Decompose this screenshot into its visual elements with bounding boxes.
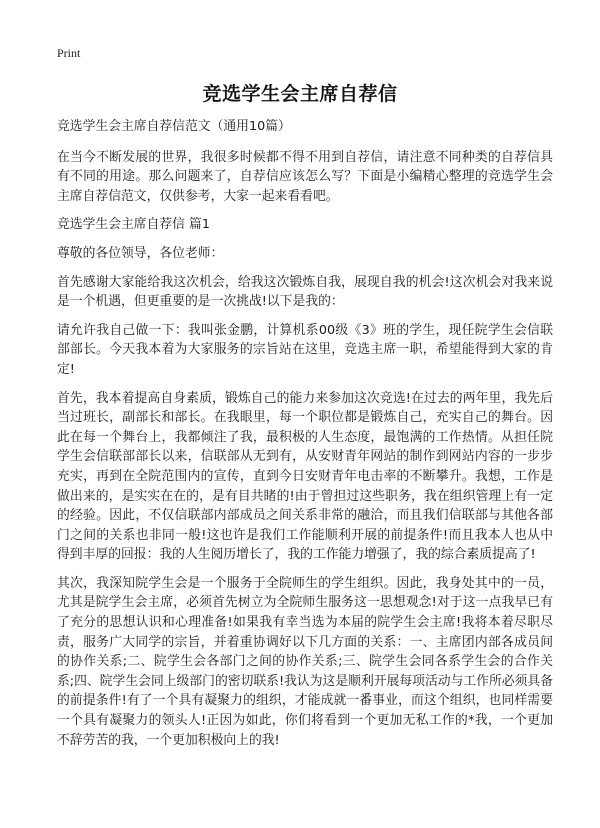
section-heading: 竞选学生会主席自荐信 篇1 bbox=[57, 217, 210, 233]
body-paragraph-1: 首先感谢大家能给我这次机会，给我这次锻炼自我，展现自我的机会!这次机会对我来说是一个机遇，但更重要的是一次挑战!以下是我的： bbox=[57, 274, 553, 310]
intro-paragraph: 在当今不断发展的世界，我很多时候都不得不用到自荐信，请注意不同种类的自荐信具有不同的用途。那么问题来了，自荐信应该怎么写？下面是小编精心整理的竞选学生会主席自荐信范文，仅供参考，大家一起来看看吧。 bbox=[57, 149, 553, 204]
print-link[interactable]: Print bbox=[57, 46, 81, 60]
page-title: 竞选学生会主席自荐信 bbox=[202, 83, 398, 105]
body-paragraph-2: 请允许我自己做一下：我叫张金鹏，计算机系00级《3》班的学生，现任院学生会信联部部长。今天我本着为大家服务的宗旨站在这里，竞选主席一职，希望能得到大家的肯定! bbox=[57, 322, 553, 377]
greeting: 尊敬的各位领导，各位老师： bbox=[57, 245, 224, 261]
body-paragraph-4: 其次，我深知院学生会是一个服务于全院师生的学生组织。因此，我身处其中的一员，尤其是院学生会主席，必须首先树立为全院师生服务这一思想观念!对于这一点我早已有了充分的思想认识和心理准备!如果我有幸当选为本届的院学生会主席!我将本着尽职尽责，服务广大同学的宗旨，并着重协调好以下几方面的关系：一、主席团内部各成员间的协作关系;二、院学生会各部门之间的协作关系;三、院学生会同各系学生会的合作关系;四、院学生会同上级部门的密切联系!我认为这是顺利开展每项活动与工作所必须具备的前提条件!有了一个具有凝聚力的组织，才能成就一番事业，而这个组织，也同样需要一个具有凝聚力的领头人!正因为如此，你们将看到一个更加无私工作的*我，一个更加不辞劳苦的我，一个更加积极向上的我! bbox=[57, 575, 553, 748]
document-body bbox=[57, 117, 553, 759]
document-subtitle: 竞选学生会主席自荐信范文（通用10篇） bbox=[57, 119, 291, 134]
body-paragraph-3: 首先，我本着提高自身素质，锻炼自己的能力来参加这次竞选!在过去的两年里，我先后当过班长，副部长和部长。在我眼里，每一个职位都是锻炼自己，充实自己的舞台。因此在每一个舞台上，我都倾注了我，最积极的人生态度，最饱满的工作热情。从担任院学生会信联部部长以来，信联部从无到有，从安财青年网站的制作到网站内容的一步步充实，再到在全院范围内的宣传，直到今日安财青年电击率的不断攀升。我想，工作是做出来的，是实实在在的，是有目共睹的!由于曾担过这些职务，我在组织管理上有一定的经验。因此，不仅信联部内部成员之间关系非常的融洽，而且我们信联部与其他各部门之间的关系也非同一般!这也许是我们工作能顺利开展的前提条件!而且我本人也从中得到丰厚的回报：我的人生阅历增长了，我的工作能力增强了，我的综合素质提高了! bbox=[57, 390, 553, 563]
